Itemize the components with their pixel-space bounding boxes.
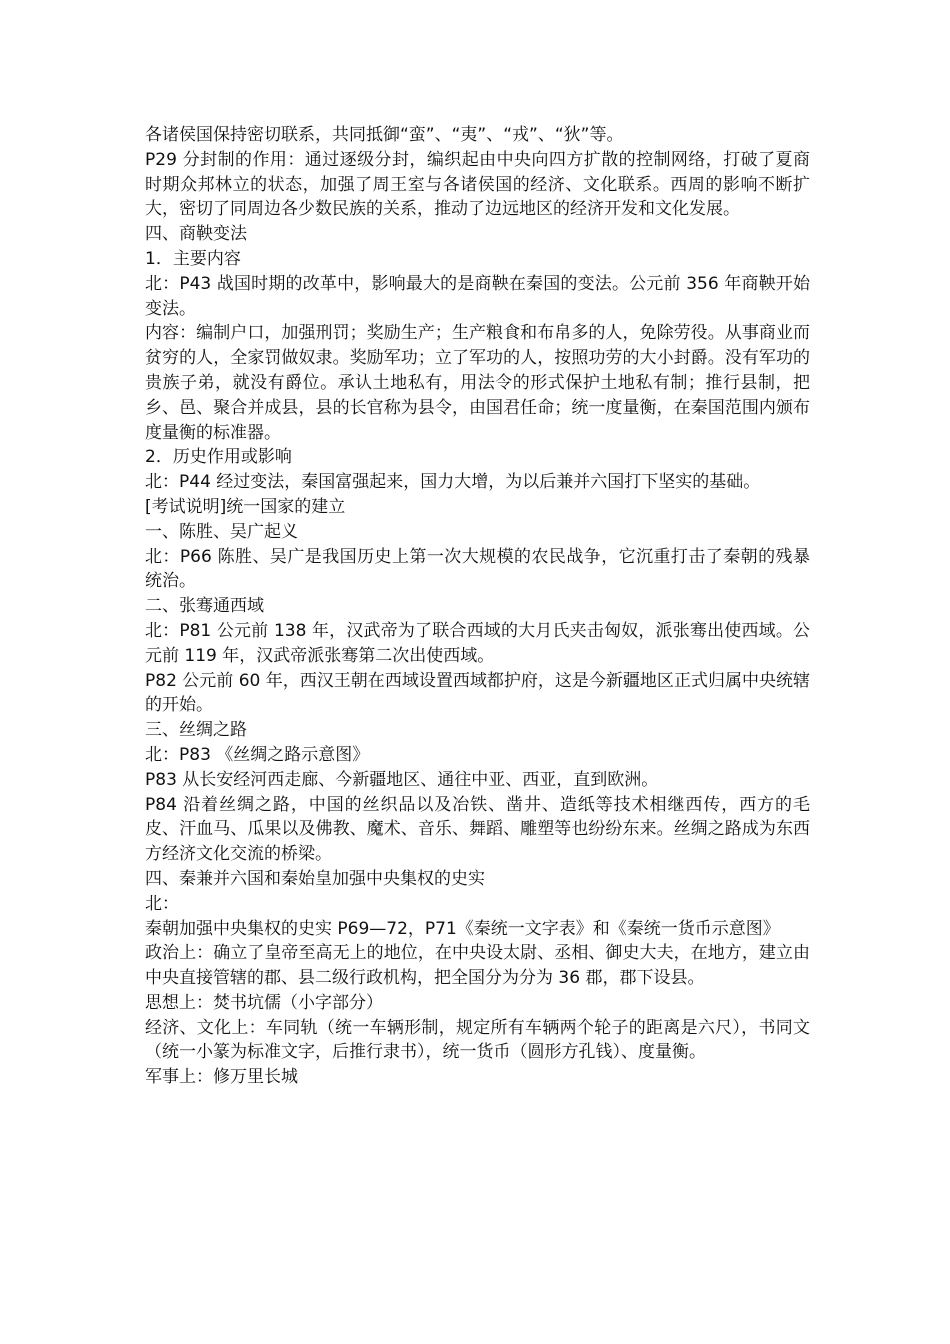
paragraph-zhuhou-lianxi: 各诸侯国保持密切联系，共同抵御“蛮”、“夷”、“戎”、“狄”等。: [145, 125, 624, 145]
paragraph-p83-luxian: P83 从长安经河西走廊、今新疆地区、通往中亚、西亚，直到欧洲。: [145, 769, 659, 790]
subheading-zhuyao-neirong: 1．主要内容: [145, 248, 241, 269]
paragraph-p43-bianfa: 北：P43 战国时期的改革中，影响最大的是商鞅在秦国的变法。公元前 356 年商鞅开始变法。: [145, 273, 810, 319]
paragraph-junshi: 军事上：修万里长城: [145, 1067, 298, 1088]
document-page: [145, 123, 810, 1090]
heading-chensheng-wuguang: 一、陈胜、吴广起义: [145, 521, 298, 542]
paragraph-p82-duhufu: P82 公元前 60 年，西汉王朝在西域设置西域都护府，这是今新疆地区正式归属中央统辖的开始。: [145, 670, 810, 716]
paragraph-bianfa-neirong: 内容：编制户口，加强刑罚；奖励生产；生产粮食和布帛多的人，免除劳役。从事商业而贫穷的人，全家罚做奴隶。奖励军功；立了军功的人，按照功劳的大小封爵。没有军功的贵族子弟，就没有爵位。承认土地私有，用法令的形式保护土地私有制；推行县制，把乡、邑、聚合并成县，县的长官称为县令，由国君任命；统一度量衡，在秦国范围内颁布度量衡的标准器。: [145, 323, 810, 443]
heading-shangyang-bianfa: 四、商鞅变法: [145, 224, 247, 245]
paragraph-fenfengzhi-zuoyong: P29 分封制的作用：通过逐级分封，编织起由中央向四方扩散的控制网络，打破了夏商时期众邦林立的状态，加强了周王室与各诸侯国的经济、文化联系。西周的影响不断扩大，密切了同周边各少数民族的关系，推动了边远地区的经济开发和文化发展。: [145, 149, 810, 220]
paragraph-p84-jiaoliu: P84 沿着丝绸之路，中国的丝织品以及冶铁、凿井、造纸等技术相继西传，西方的毛皮、汗血马、瓜果以及佛教、魔术、音乐、舞蹈、雕塑等也纷纷东来。丝绸之路成为东西方经济文化交流的桥梁。: [145, 794, 810, 865]
heading-qin-jianbing: 四、秦兼并六国和秦始皇加强中央集权的史实: [145, 868, 485, 889]
paragraph-zhengzhi: 政治上：确立了皇帝至高无上的地位，在中央设太尉、丞相、御史大夫，在地方，建立由中央直接管辖的郡、县二级行政机构，把全国分为分为 36 郡，郡下设县。: [145, 943, 810, 989]
heading-zhangqian-xiyu: 二、张骞通西域: [145, 596, 264, 617]
heading-kaoshi-shuoming: [考试说明]统一国家的建立: [145, 496, 346, 517]
paragraph-p81-chushi-xiyu: 北：P81 公元前 138 年，汉武帝为了联合西域的大月氏夹击匈奴，派张骞出使西域。公元前 119 年，汉武帝派张骞第二次出使西域。: [145, 620, 810, 666]
paragraph-p44-yingxiang: 北：P44 经过变法，秦国富强起来，国力大增，为以后兼并六国打下坚实的基础。: [145, 472, 761, 493]
heading-sichou-zhilu: 三、丝绸之路: [145, 720, 247, 741]
paragraph-jingji-wenhua: 经济、文化上：车同轨（统一车辆形制，规定所有车辆两个轮子的距离是六尺），书同文（统一小篆为标准文字，后推行隶书），统一货币（圆形方孔钱）、度量衡。: [145, 1017, 810, 1063]
paragraph-p83-shiyitu: 北：P83 《丝绸之路示意图》: [145, 744, 370, 765]
paragraph-p66-nongmin-zhanzheng: 北：P66 陈胜、吴广是我国历史上第一次大规模的农民战争，它沉重打击了秦朝的残暴统治。: [145, 546, 810, 592]
paragraph-zhongyang-jiquan-shishi: 秦朝加强中央集权的史实 P69—72，P71《秦统一文字表》和《秦统一货币示意图》: [145, 918, 780, 939]
subheading-lishi-zuoyong: 2．历史作用或影响: [145, 447, 292, 468]
paragraph-sixiang: 思想上：焚书坑儒（小字部分）: [145, 992, 383, 1013]
paragraph-bei: 北：: [145, 893, 179, 914]
